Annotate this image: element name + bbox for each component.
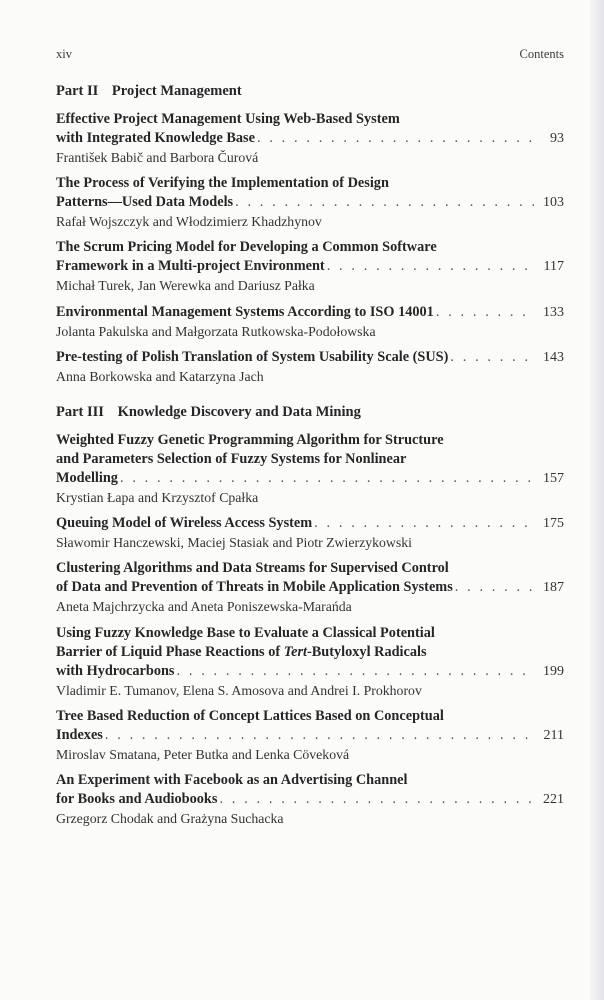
entry-title-last (56, 662, 564, 681)
running-head (56, 47, 564, 62)
part-label: Part III (56, 404, 104, 420)
entry-title-line: Modelling (56, 470, 118, 486)
dot-leader (257, 129, 534, 148)
entry-page: 117 (543, 259, 564, 274)
dot-leader (314, 514, 534, 533)
entry-authors: Grzegorz Chodak and Grażyna Suchacka (56, 811, 284, 826)
page-number: xiv (56, 47, 72, 61)
entry-authors: František Babič and Barbora Čurová (56, 150, 259, 165)
entry-authors: Anna Borkowska and Katarzyna Jach (56, 369, 264, 384)
toc-entry[interactable] (56, 174, 564, 231)
entry-title-line: Framework in a Multi-project Environment (56, 258, 325, 274)
entry-title-last (56, 193, 564, 212)
dot-leader (450, 348, 534, 367)
toc-entry[interactable] (56, 110, 564, 167)
toc-entry[interactable] (56, 707, 564, 764)
entry-title-last (56, 469, 564, 488)
entry-authors: Vladimir E. Tumanov, Elena S. Amosova and Andrei I. Prokhorov (56, 683, 422, 698)
entry-page: 211 (543, 728, 564, 743)
entry-title-line-mixed (56, 643, 564, 662)
entry-title-line: and Parameters Selection of Fuzzy Systems for Nonlinear (56, 451, 407, 467)
entry-title-last (56, 514, 564, 533)
toc-entry[interactable] (56, 624, 564, 700)
entry-title-segment: -Butyloxyl Radicals (307, 644, 427, 660)
toc-entry[interactable] (56, 431, 564, 507)
entry-title-line: of Data and Prevention of Threats in Mobile Application Systems (56, 579, 453, 595)
dot-leader (105, 726, 534, 745)
entry-title-last (56, 790, 564, 809)
dot-leader (177, 662, 535, 681)
entry-authors: Aneta Majchrzycka and Aneta Poniszewska-Marańda (56, 599, 352, 614)
entry-title-line: Using Fuzzy Knowledge Base to Evaluate a Classical Potential (56, 625, 435, 641)
entry-title-line: Patterns—Used Data Models (56, 194, 234, 210)
entry-title-line: Environmental Management Systems According to ISO 14001 (56, 304, 434, 320)
toc-entry[interactable] (56, 771, 564, 828)
dot-leader (327, 257, 534, 276)
entry-authors: Rafał Wojszczyk and Włodzimierz Khadzhynov (56, 214, 322, 229)
entry-title-line: Tree Based Reduction of Concept Lattices Based on Conceptual (56, 708, 444, 724)
entry-page: 175 (543, 516, 564, 531)
entry-title-line: Indexes (56, 727, 103, 743)
dot-leader (235, 193, 534, 212)
entry-title-line: with Hydrocarbons (56, 663, 175, 679)
entry-title-line: Queuing Model of Wireless Access System (56, 515, 313, 531)
entry-title-last (56, 129, 564, 148)
entry-title-last (56, 578, 564, 597)
entry-authors: Michał Turek, Jan Werewka and Dariusz Pałka (56, 278, 315, 293)
part-title: Project Management (111, 83, 242, 99)
dot-leader (219, 790, 534, 809)
entry-page: 157 (543, 471, 564, 486)
entry-title-line: for Books and Audiobooks (56, 791, 218, 807)
entry-page: 143 (543, 350, 564, 365)
entry-title-last (56, 726, 564, 745)
entry-authors: Sławomir Hanczewski, Maciej Stasiak and Piotr Zwierzykowski (56, 535, 412, 550)
toc-entry[interactable] (56, 559, 564, 616)
entry-title-line: Clustering Algorithms and Data Streams for Supervised Control (56, 560, 449, 576)
entry-title-last (56, 257, 564, 276)
entry-title-line: Weighted Fuzzy Genetic Programming Algorithm for Structure (56, 432, 444, 448)
part-label: Part II (56, 83, 99, 99)
part-heading (56, 404, 361, 421)
entry-title-line: Pre-testing of Polish Translation of System Usability Scale (SUS) (56, 349, 449, 365)
dot-leader (436, 303, 534, 322)
entry-title-line: The Scrum Pricing Model for Developing a Common Software (56, 239, 437, 255)
entry-title-line: The Process of Verifying the Implementation of Design (56, 175, 389, 191)
toc-entry[interactable] (56, 303, 564, 341)
part-heading (56, 83, 242, 100)
entry-page: 199 (543, 664, 564, 679)
entry-title-line: An Experiment with Facebook as an Advertising Channel (56, 772, 408, 788)
part-title: Knowledge Discovery and Data Mining (117, 404, 361, 420)
entry-authors: Miroslav Smatana, Peter Butka and Lenka Cöveková (56, 747, 350, 762)
entry-page: 221 (543, 792, 564, 807)
toc-entry[interactable] (56, 514, 564, 552)
toc-entry[interactable] (56, 348, 564, 386)
entry-title-last (56, 303, 564, 322)
entry-page: 93 (550, 131, 564, 146)
entry-title-last (56, 348, 564, 367)
dot-leader (455, 578, 534, 597)
entry-authors: Jolanta Pakulska and Małgorzata Rutkowska-Podołowska (56, 324, 376, 339)
entry-title-line: with Integrated Knowledge Base (56, 130, 255, 146)
entry-page: 133 (543, 305, 564, 320)
toc-entry[interactable] (56, 238, 564, 295)
entry-page: 187 (543, 580, 564, 595)
entry-authors: Krystian Łapa and Krzysztof Cpałka (56, 490, 259, 505)
entry-title-line: Effective Project Management Using Web-Based System (56, 111, 400, 127)
dot-leader (120, 469, 534, 488)
section-name: Contents (519, 47, 564, 61)
entry-title-italic: Tert (283, 644, 307, 660)
entry-title-segment: Barrier of Liquid Phase Reactions of (56, 644, 284, 660)
entry-page: 103 (543, 195, 564, 210)
page-edge-shadow (590, 0, 604, 1000)
